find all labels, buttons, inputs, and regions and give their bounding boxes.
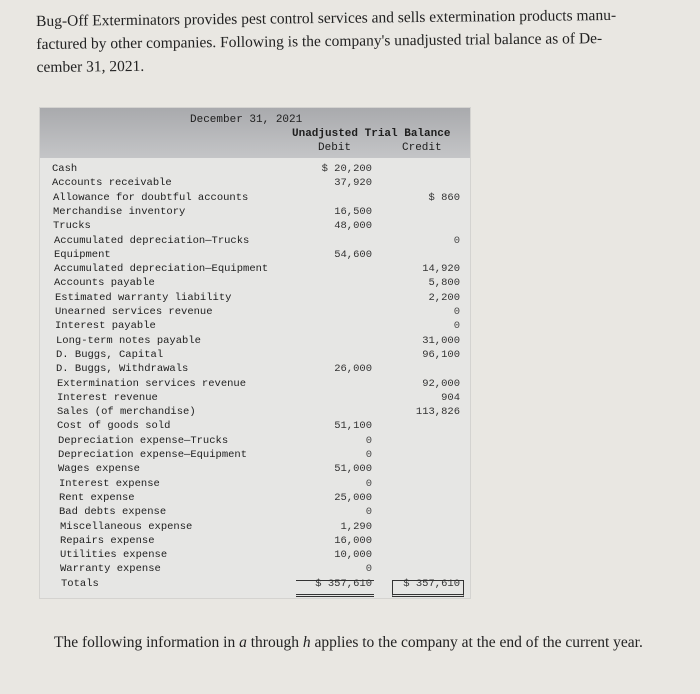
credit-total-underline xyxy=(392,577,464,597)
intro-line-3: cember 31, 2021. xyxy=(36,57,145,76)
account-name: Long-term notes payable xyxy=(56,334,201,347)
debit-amount: 0 xyxy=(365,477,372,490)
account-name: Depreciation expense—Equipment xyxy=(58,449,248,461)
debit-total-underline xyxy=(296,577,374,597)
credit-column-header: Credit xyxy=(402,142,442,154)
credit-amount: $ 357,610 xyxy=(403,577,460,590)
account-name: Allowance for doubtful accounts xyxy=(53,191,249,204)
debit-amount: 0 xyxy=(365,563,372,576)
credit-amount: 96,100 xyxy=(422,348,460,361)
account-name: Miscellaneous expense xyxy=(60,520,193,533)
credit-amount: 31,000 xyxy=(422,334,460,347)
account-name: Totals xyxy=(61,577,99,590)
credit-amount: 0 xyxy=(453,234,460,247)
account-name: Sales (of merchandise) xyxy=(57,406,196,419)
debit-amount: 51,000 xyxy=(334,463,372,476)
account-name: Cost of goods sold xyxy=(57,420,171,433)
debit-amount: 26,000 xyxy=(334,363,372,376)
account-name: Accounts payable xyxy=(54,277,155,290)
debit-amount: 0 xyxy=(365,434,372,447)
account-name: Bad debts expense xyxy=(59,506,167,519)
account-name: Trucks xyxy=(53,220,91,233)
account-name: Merchandise inventory xyxy=(53,205,186,218)
debit-amount: 0 xyxy=(365,449,372,461)
credit-amount: 904 xyxy=(441,391,460,404)
debit-amount: 16,500 xyxy=(334,205,372,218)
debit-amount: 10,000 xyxy=(334,549,372,562)
account-name: Repairs expense xyxy=(60,534,155,547)
credit-amount: 0 xyxy=(453,306,460,318)
debit-amount: 0 xyxy=(365,506,372,519)
debit-amount: $ 20,200 xyxy=(321,163,372,175)
footer-paragraph xyxy=(54,632,674,653)
table-date: December 31, 2021 xyxy=(190,114,303,126)
account-name: Interest expense xyxy=(59,477,160,490)
account-name: Equipment xyxy=(54,248,111,261)
intro-line-1: Bug-Off Exterminators provides pest control services and sells extermination products manu- xyxy=(36,6,617,30)
account-name: Interest payable xyxy=(55,320,156,333)
debit-amount: $ 357,610 xyxy=(315,577,372,590)
debit-amount: 1,290 xyxy=(340,520,372,533)
account-name: Extermination services revenue xyxy=(57,377,247,390)
account-name: Wages expense xyxy=(58,463,140,476)
debit-amount: 16,000 xyxy=(334,534,372,547)
credit-amount: 92,000 xyxy=(422,377,460,390)
account-name: Depreciation expense—Trucks xyxy=(58,434,229,447)
footer-letter-h: h xyxy=(302,634,311,651)
account-name: Warranty expense xyxy=(60,563,161,576)
account-name: D. Buggs, Capital xyxy=(56,348,164,361)
debit-column-header: Debit xyxy=(318,142,352,154)
intro-paragraph xyxy=(36,3,677,79)
debit-amount: 37,920 xyxy=(334,177,372,190)
footer-text-end: applies to the company at the end of the current year. xyxy=(310,634,643,651)
debit-amount: 48,000 xyxy=(334,220,372,233)
account-name: Cash xyxy=(52,163,78,175)
credit-amount: 2,200 xyxy=(428,291,460,304)
debit-amount: 54,600 xyxy=(334,248,372,261)
credit-amount: 113,826 xyxy=(415,406,460,419)
debit-amount: 51,100 xyxy=(334,420,372,433)
intro-line-2: factured by other companies. Following is the company's unadjusted trial balance as of De- xyxy=(36,30,603,53)
account-name: Utilities expense xyxy=(60,549,168,562)
table-heading: Unadjusted Trial Balance xyxy=(292,128,451,140)
debit-amount: 25,000 xyxy=(334,491,372,504)
footer-text-mid: through xyxy=(246,634,303,651)
footer-text-start: The following information in xyxy=(54,634,240,651)
account-name: D. Buggs, Withdrawals xyxy=(56,363,189,376)
account-name: Accounts receivable xyxy=(52,177,172,190)
credit-amount: 14,920 xyxy=(422,263,460,276)
account-name: Rent expense xyxy=(59,491,135,504)
credit-amount: 5,800 xyxy=(428,277,460,290)
credit-amount: $ 860 xyxy=(428,191,460,204)
account-name: Interest revenue xyxy=(57,391,158,404)
account-name: Unearned services revenue xyxy=(55,306,213,318)
credit-amount: 0 xyxy=(453,320,460,333)
account-name: Estimated warranty liability xyxy=(55,291,232,304)
account-name: Accumulated depreciation—Equipment xyxy=(54,263,269,276)
account-name: Accumulated depreciation—Trucks xyxy=(54,234,250,247)
footer-letter-a: a xyxy=(239,634,247,651)
